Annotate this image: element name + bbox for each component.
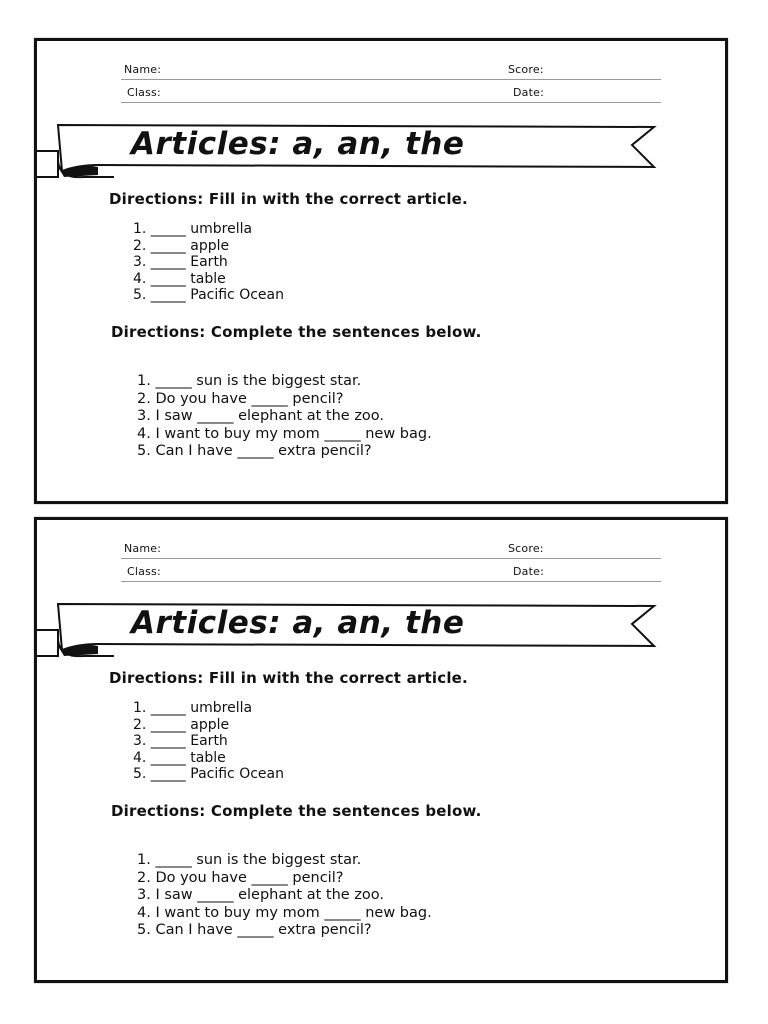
list-item: 5. _____ Pacific Ocean (133, 766, 284, 783)
name-label: Name: (124, 63, 162, 76)
directions-complete-sentences: Directions: Complete the sentences below. (111, 323, 482, 341)
score-label: Score: (508, 63, 544, 76)
name-score-row (121, 536, 661, 559)
list-item: 2. _____ apple (133, 237, 230, 254)
directions-fill-in: Directions: Fill in with the correct article. (109, 190, 468, 208)
directions-complete-sentences: Directions: Complete the sentences below. (111, 802, 482, 820)
worksheet-1 (34, 38, 728, 504)
class-date-row (121, 80, 661, 103)
worksheet-2 (34, 517, 728, 983)
worksheet-title: Articles: a, an, the (131, 126, 465, 162)
sentence-list (137, 852, 432, 940)
list-item: 1. _____ umbrella (133, 221, 253, 237)
name-label: Name: (124, 542, 162, 555)
directions-fill-in: Directions: Fill in with the correct article. (109, 669, 468, 687)
list-item: 2. Do you have _____ pencil? (137, 869, 344, 886)
list-item: 4. I want to buy my mom _____ new bag. (137, 425, 432, 442)
list-item: 3. _____ Earth (133, 733, 228, 750)
list-item: 5. _____ Pacific Ocean (133, 287, 284, 304)
date-label: Date: (513, 565, 544, 578)
name-score-row (121, 57, 661, 80)
date-label: Date: (513, 86, 544, 99)
fill-in-list (133, 700, 284, 783)
list-item: 2. _____ apple (133, 716, 230, 733)
class-label: Class: (127, 86, 161, 99)
list-item: 4. I want to buy my mom _____ new bag. (137, 904, 432, 921)
fill-in-list (133, 221, 284, 304)
class-label: Class: (127, 565, 161, 578)
class-date-row (121, 559, 661, 582)
list-item: 1. _____ umbrella (133, 700, 253, 716)
list-item: 2. Do you have _____ pencil? (137, 390, 344, 407)
list-item: 3. I saw _____ elephant at the zoo. (137, 887, 385, 903)
list-item: 4. _____ table (133, 749, 226, 766)
list-item: 5. Can I have _____ extra pencil? (137, 922, 372, 938)
score-label: Score: (508, 542, 544, 555)
list-item: 1. _____ sun is the biggest star. (137, 373, 362, 389)
sentence-list (137, 373, 432, 461)
list-item: 1. _____ sun is the biggest star. (137, 852, 362, 868)
list-item: 5. Can I have _____ extra pencil? (137, 443, 372, 459)
list-item: 3. I saw _____ elephant at the zoo. (137, 408, 385, 424)
list-item: 3. _____ Earth (133, 254, 228, 271)
list-item: 4. _____ table (133, 270, 226, 287)
worksheet-title: Articles: a, an, the (131, 605, 465, 641)
